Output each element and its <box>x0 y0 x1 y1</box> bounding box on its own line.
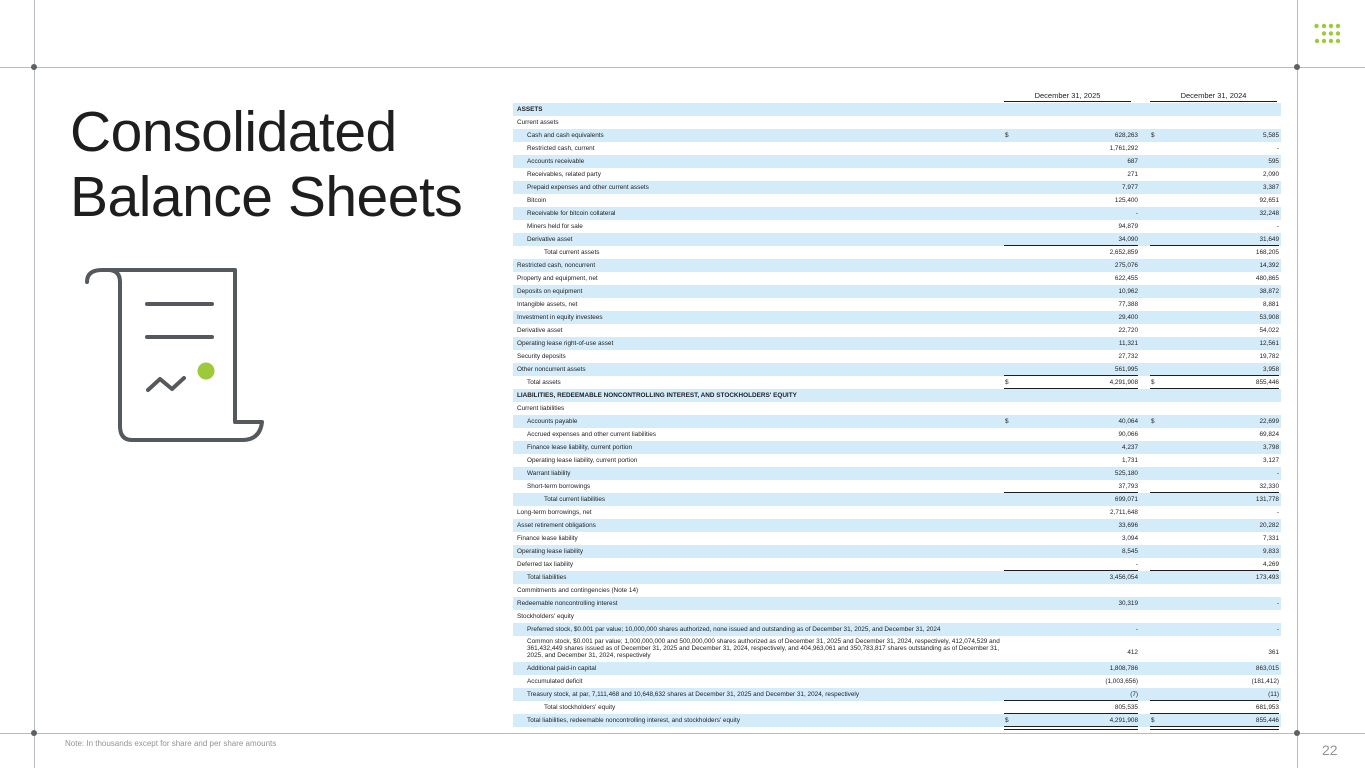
value-2024: - <box>1276 223 1279 230</box>
value-2025: 687 <box>1127 158 1138 165</box>
value-2025: 2,652,859 <box>1109 249 1138 256</box>
table-row <box>513 415 1281 428</box>
value-2025: - <box>1135 626 1138 633</box>
table-row <box>513 532 1281 545</box>
value-2024: 53,908 <box>1259 314 1279 321</box>
row-label: Operating lease liability, current portion <box>527 457 638 464</box>
value-2024: 173,493 <box>1255 574 1279 581</box>
value-2025: 4,291,908 <box>1109 379 1138 386</box>
value-2025: 412 <box>1127 649 1138 656</box>
row-label: Deferred tax liability <box>517 561 574 568</box>
value-2025: 622,455 <box>1114 275 1138 282</box>
value-2024: 168,205 <box>1255 249 1279 256</box>
row-label: Redeemable noncontrolling interest <box>517 600 618 607</box>
row-label: Other noncurrent assets <box>517 366 586 373</box>
currency-symbol-2024: $ <box>1151 379 1155 386</box>
value-2025: 7,977 <box>1122 184 1138 191</box>
value-2024: 8,881 <box>1263 301 1279 308</box>
value-2024: 9,833 <box>1263 548 1279 555</box>
frame-line-top <box>0 67 1365 68</box>
value-2025: 4,291,908 <box>1109 717 1138 724</box>
column-header-2024: December 31, 2024 <box>1150 91 1277 102</box>
row-label: Intangible assets, net <box>517 301 578 308</box>
value-2024: 2,090 <box>1263 171 1279 178</box>
value-2025: 3,094 <box>1122 535 1138 542</box>
currency-symbol-2024: $ <box>1151 132 1155 139</box>
value-2025: 4,237 <box>1122 444 1138 451</box>
row-label: Preferred stock, $0.001 par value; 10,000,000 shares authorized, none issued and outstanding as of December 31, 2025, and December 31, 2024 <box>527 626 941 633</box>
currency-symbol-2024: $ <box>1151 418 1155 425</box>
table-row <box>513 480 1281 493</box>
row-label: ASSETS <box>517 106 543 113</box>
row-label: Bitcoin <box>527 197 547 204</box>
balance-sheet-table <box>513 91 1281 727</box>
table-row <box>513 376 1281 389</box>
row-label: Operating lease liability <box>517 548 584 555</box>
value-2025: 40,064 <box>1118 418 1138 425</box>
row-label: Restricted cash, current <box>527 145 595 152</box>
value-2025: 3,456,054 <box>1109 574 1138 581</box>
value-2024: 7,331 <box>1263 535 1279 542</box>
table-row <box>513 545 1281 558</box>
table-row <box>513 207 1281 220</box>
table-row <box>513 454 1281 467</box>
row-label: Total assets <box>527 379 561 386</box>
table-row <box>513 155 1281 168</box>
value-2024: 12,561 <box>1259 340 1279 347</box>
value-2024: 69,824 <box>1259 431 1279 438</box>
value-2025: 11,321 <box>1118 340 1138 347</box>
value-2024: 32,248 <box>1259 210 1279 217</box>
row-label: Total current assets <box>544 249 600 256</box>
value-2024: - <box>1276 145 1279 152</box>
value-2024: 855,446 <box>1255 717 1279 724</box>
page-title-line2: Balance Sheets <box>70 165 463 229</box>
row-label: Property and equipment, net <box>517 275 598 282</box>
value-2024: (11) <box>1268 691 1279 698</box>
table-row <box>513 181 1281 194</box>
table-row <box>513 610 1281 623</box>
table-row <box>513 519 1281 532</box>
frame-dot <box>31 730 37 736</box>
table-row <box>513 116 1281 129</box>
value-2025: 525,180 <box>1114 470 1138 477</box>
row-label: Miners held for sale <box>527 223 583 230</box>
row-label: Commitments and contingencies (Note 14) <box>517 587 639 594</box>
value-2024: 32,330 <box>1259 483 1279 490</box>
table-row <box>513 701 1281 714</box>
value-2025: 2,711,648 <box>1110 509 1138 516</box>
row-label: Short-term borrowings <box>527 483 591 490</box>
value-2025: 125,400 <box>1114 197 1138 204</box>
table-row <box>513 558 1281 571</box>
table-row <box>513 428 1281 441</box>
frame-dot <box>1294 64 1300 70</box>
row-label: Accumulated deficit <box>527 678 583 685</box>
value-2025: 27,732 <box>1118 353 1138 360</box>
value-2024: 681,953 <box>1255 704 1279 711</box>
value-2024: 38,872 <box>1259 288 1279 295</box>
value-2024: 22,699 <box>1259 418 1279 425</box>
table-row <box>513 285 1281 298</box>
row-label: Accounts receivable <box>527 158 585 165</box>
value-2025: 805,535 <box>1114 704 1138 711</box>
page-title-line1: Consolidated <box>70 100 397 164</box>
value-2025: 8,545 <box>1122 548 1138 555</box>
value-2024: 3,127 <box>1263 457 1279 464</box>
page-title <box>70 100 462 230</box>
frame-line-left <box>34 0 35 768</box>
value-2024: 131,778 <box>1255 496 1279 503</box>
value-2025: 1,808,786 <box>1109 665 1138 672</box>
row-label: Treasury stock, at par, 7,111,468 and 10,648,632 shares at December 31, 2025 and December 31, 2024, respectively <box>527 691 860 698</box>
value-2024: 855,446 <box>1255 379 1279 386</box>
table-row <box>513 337 1281 350</box>
table-row <box>513 389 1281 402</box>
value-2024: - <box>1276 470 1279 477</box>
table-row <box>513 662 1281 675</box>
table-row <box>513 168 1281 181</box>
table-row <box>513 467 1281 480</box>
frame-dot <box>1294 730 1300 736</box>
table-row <box>513 142 1281 155</box>
table-row <box>513 506 1281 519</box>
value-2025: 94,879 <box>1118 223 1138 230</box>
value-2024: 361 <box>1268 649 1279 656</box>
value-2024: 3,798 <box>1263 444 1279 451</box>
table-row <box>513 233 1281 246</box>
table-row <box>513 298 1281 311</box>
value-2025: (7) <box>1130 691 1138 698</box>
value-2024: 20,282 <box>1259 522 1279 529</box>
value-2025: 628,263 <box>1114 132 1138 139</box>
row-label: Deposits on equipment <box>517 288 583 295</box>
currency-symbol-2024: $ <box>1151 717 1155 724</box>
value-2024: 863,015 <box>1255 665 1279 672</box>
document-scroll-icon <box>82 262 272 448</box>
value-2024: 14,392 <box>1259 262 1279 269</box>
value-2025: 22,720 <box>1118 327 1138 334</box>
row-label: Warrant liability <box>527 470 571 477</box>
table-row <box>513 324 1281 337</box>
currency-symbol-2025: $ <box>1005 132 1009 139</box>
table-row <box>513 194 1281 207</box>
footnote: Note: In thousands except for share and per share amounts <box>65 739 277 748</box>
row-label: Current liabilities <box>517 405 565 412</box>
table-row <box>513 597 1281 610</box>
table-row <box>513 571 1281 584</box>
column-headers <box>513 91 1281 103</box>
value-2025: 271 <box>1127 171 1138 178</box>
row-label: Finance lease liability <box>517 535 578 542</box>
value-2025: 1,761,292 <box>1109 145 1138 152</box>
frame-line-right <box>1297 0 1298 768</box>
value-2025: 1,731 <box>1122 457 1138 464</box>
row-label: Accounts payable <box>527 418 578 425</box>
table-row <box>513 272 1281 285</box>
table-row <box>513 103 1281 116</box>
currency-symbol-2025: $ <box>1005 418 1009 425</box>
row-label: Cash and cash equivalents <box>527 132 604 139</box>
row-label: Current assets <box>517 119 559 126</box>
value-2024: 4,269 <box>1263 561 1279 568</box>
value-2025: 33,696 <box>1118 522 1138 529</box>
row-label: Total liabilities, redeemable noncontrolling interest, and stockholders' equity <box>527 717 740 724</box>
value-2024: - <box>1276 509 1279 516</box>
table-row <box>513 675 1281 688</box>
company-logo-icon <box>1314 22 1342 46</box>
value-2024: 5,585 <box>1263 132 1279 139</box>
value-2024: - <box>1276 600 1279 607</box>
table-row <box>513 350 1281 363</box>
value-2024: 3,958 <box>1263 366 1279 373</box>
value-2024: 31,649 <box>1259 236 1279 243</box>
value-2024: 19,782 <box>1259 353 1279 360</box>
value-2025: (1,003,656) <box>1105 678 1138 685</box>
row-label: Receivables, related party <box>527 171 601 178</box>
table-row <box>513 623 1281 636</box>
value-2025: - <box>1135 561 1138 568</box>
value-2024: (181,412) <box>1251 678 1279 685</box>
row-label: Finance lease liability, current portion <box>527 444 633 451</box>
row-label: Derivative asset <box>527 236 573 243</box>
value-2024: 480,865 <box>1255 275 1279 282</box>
row-label: Asset retirement obligations <box>517 522 596 529</box>
row-label: Additional paid-in capital <box>527 665 597 672</box>
row-label: Restricted cash, noncurrent <box>517 262 596 269</box>
value-2024: 595 <box>1268 158 1279 165</box>
row-label: Common stock, $0.001 par value; 1,000,000,000 and 500,000,000 shares authorized as of December 31, 2025 and December 31, 2024, respectively, 412,074,529 and 361,432,449 shares issued as of December 31, 2025 and December 31, 2024, respectively, and 404,963,061 and 350,783,817 shares outstanding as of December 31, 2025, and December 31, 2024, respectively <box>527 638 1000 660</box>
row-label: Stockholders' equity <box>517 613 574 620</box>
value-2025: 34,090 <box>1118 236 1138 243</box>
value-2025: 90,066 <box>1118 431 1138 438</box>
row-label: Receivable for bitcoin collateral <box>527 210 616 217</box>
row-label: Investment in equity investees <box>517 314 603 321</box>
table-row <box>513 714 1281 727</box>
table-row <box>513 402 1281 415</box>
table-row <box>513 259 1281 272</box>
row-label: Derivative asset <box>517 327 563 334</box>
table-row <box>513 636 1281 662</box>
value-2024: 92,651 <box>1259 197 1279 204</box>
row-label: Operating lease right-of-use asset <box>517 340 614 347</box>
total-double-rule <box>1150 726 1279 730</box>
row-label: Long-term borrowings, net <box>517 509 592 516</box>
currency-symbol-2025: $ <box>1005 717 1009 724</box>
table-row <box>513 688 1281 701</box>
row-label: Total stockholders' equity <box>544 704 616 711</box>
value-2024: 3,387 <box>1263 184 1279 191</box>
table-row <box>513 220 1281 233</box>
row-label: Total current liabilities <box>544 496 606 503</box>
row-label: Security deposits <box>517 353 566 360</box>
table-row <box>513 441 1281 454</box>
table-row <box>513 129 1281 142</box>
table-row <box>513 246 1281 259</box>
value-2025: - <box>1135 210 1138 217</box>
table-row <box>513 311 1281 324</box>
value-2024: 54,022 <box>1259 327 1279 334</box>
frame-line-bottom <box>0 733 1365 734</box>
table-row <box>513 584 1281 597</box>
value-2025: 10,962 <box>1118 288 1138 295</box>
value-2024: - <box>1276 626 1279 633</box>
value-2025: 30,319 <box>1118 600 1138 607</box>
row-label: Accrued expenses and other current liabilities <box>527 431 656 438</box>
value-2025: 77,388 <box>1118 301 1138 308</box>
table-row <box>513 493 1281 506</box>
currency-symbol-2025: $ <box>1005 379 1009 386</box>
frame-dot <box>31 64 37 70</box>
value-2025: 29,400 <box>1118 314 1138 321</box>
page-number: 22 <box>1322 742 1338 758</box>
value-2025: 37,793 <box>1118 483 1138 490</box>
table-row <box>513 363 1281 376</box>
value-2025: 699,071 <box>1114 496 1138 503</box>
total-double-rule <box>1004 726 1138 730</box>
row-label: Prepaid expenses and other current assets <box>527 184 649 191</box>
table-body <box>513 103 1281 727</box>
column-header-2025: December 31, 2025 <box>1004 91 1131 102</box>
row-label: LIABILITIES, REDEEMABLE NONCONTROLLING INTEREST, AND STOCKHOLDERS' EQUITY <box>517 392 797 399</box>
value-2025: 275,076 <box>1114 262 1138 269</box>
value-2025: 561,995 <box>1114 366 1138 373</box>
row-label: Total liabilities <box>527 574 567 581</box>
